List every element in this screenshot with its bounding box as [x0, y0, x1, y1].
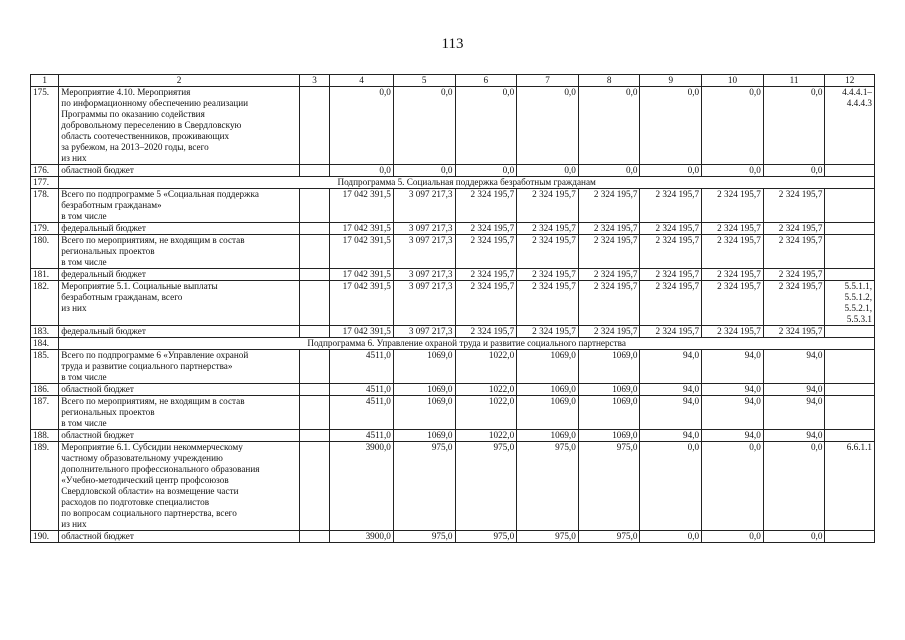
value-cell: 975,0 — [455, 442, 517, 531]
row-number: 189. — [31, 442, 59, 531]
target-code: 5.5.1.1, 5.5.1.2, 5.5.2.1, 5.5.3.1 — [825, 281, 875, 326]
value-cell: 0,0 — [517, 165, 579, 177]
value-cell: 0,0 — [330, 165, 394, 177]
value-cell: 0,0 — [517, 87, 579, 165]
value-cell: 17 042 391,5 — [330, 326, 394, 338]
row-number: 182. — [31, 281, 59, 326]
value-cell: 2 324 195,7 — [455, 223, 517, 235]
value-cell: 2 324 195,7 — [455, 326, 517, 338]
value-cell: 2 324 195,7 — [763, 235, 825, 269]
value-cell: 975,0 — [393, 442, 455, 531]
value-cell: 0,0 — [640, 531, 702, 543]
value-cell: 2 324 195,7 — [640, 269, 702, 281]
row-col3 — [299, 235, 329, 269]
column-header: 9 — [640, 75, 702, 87]
value-cell: 2 324 195,7 — [517, 326, 579, 338]
value-cell: 2 324 195,7 — [578, 223, 640, 235]
target-code — [825, 269, 875, 281]
value-cell: 1069,0 — [578, 350, 640, 384]
budget-table — [30, 74, 875, 543]
value-cell: 1022,0 — [455, 396, 517, 430]
row-number: 180. — [31, 235, 59, 269]
value-cell: 2 324 195,7 — [763, 223, 825, 235]
value-cell: 2 324 195,7 — [763, 189, 825, 223]
value-cell: 0,0 — [763, 442, 825, 531]
value-cell: 94,0 — [702, 384, 764, 396]
target-code — [825, 384, 875, 396]
row-col3 — [299, 384, 329, 396]
row-name: федеральный бюджет — [59, 326, 300, 338]
value-cell: 94,0 — [702, 430, 764, 442]
value-cell: 0,0 — [702, 442, 764, 531]
page-number: 113 — [441, 36, 464, 52]
row-col3 — [299, 189, 329, 223]
target-code — [825, 235, 875, 269]
column-header: 8 — [578, 75, 640, 87]
table-row — [31, 396, 875, 430]
row-name: областной бюджет — [59, 430, 300, 442]
column-header: 5 — [393, 75, 455, 87]
value-cell: 2 324 195,7 — [702, 235, 764, 269]
row-col3 — [299, 165, 329, 177]
value-cell: 1069,0 — [578, 396, 640, 430]
row-col3 — [299, 396, 329, 430]
value-cell: 94,0 — [640, 430, 702, 442]
value-cell: 0,0 — [763, 165, 825, 177]
value-cell: 1069,0 — [578, 430, 640, 442]
table-row — [31, 223, 875, 235]
table-row — [31, 165, 875, 177]
row-number: 184. — [31, 338, 59, 350]
value-cell: 0,0 — [640, 165, 702, 177]
row-name: Всего по подпрограмме 5 «Социальная поддержка безработным гражданам» в том числе — [59, 189, 300, 223]
table-row — [31, 430, 875, 442]
value-cell: 2 324 195,7 — [702, 223, 764, 235]
row-name: областной бюджет — [59, 531, 300, 543]
value-cell: 0,0 — [702, 531, 764, 543]
value-cell: 3 097 217,3 — [393, 223, 455, 235]
column-header: 7 — [517, 75, 579, 87]
value-cell: 975,0 — [578, 442, 640, 531]
value-cell: 0,0 — [455, 165, 517, 177]
table-row — [31, 189, 875, 223]
row-name: областной бюджет — [59, 165, 300, 177]
table-row — [31, 269, 875, 281]
value-cell: 94,0 — [640, 350, 702, 384]
value-cell: 94,0 — [763, 430, 825, 442]
value-cell: 0,0 — [578, 165, 640, 177]
row-name: федеральный бюджет — [59, 269, 300, 281]
column-header: 11 — [763, 75, 825, 87]
row-number: 179. — [31, 223, 59, 235]
value-cell: 4511,0 — [330, 430, 394, 442]
section-title: Подпрограмма 6. Управление охраной труда и развитие социального партнерства — [59, 338, 875, 350]
row-number: 186. — [31, 384, 59, 396]
value-cell: 0,0 — [763, 531, 825, 543]
value-cell: 0,0 — [393, 87, 455, 165]
value-cell: 0,0 — [330, 87, 394, 165]
value-cell: 3 097 217,3 — [393, 235, 455, 269]
value-cell: 0,0 — [640, 442, 702, 531]
value-cell: 0,0 — [763, 87, 825, 165]
value-cell: 17 042 391,5 — [330, 281, 394, 326]
value-cell: 17 042 391,5 — [330, 269, 394, 281]
row-name: федеральный бюджет — [59, 223, 300, 235]
row-name: Мероприятие 6.1. Субсидии некоммерческому частному образовательному учреждению дополнительного профессионального образования «Учебно-методический центр профсоюзов Свердловской области» на возмещение части расходов по подготовке специалистов по вопросам социального партнерства, всего из них — [59, 442, 300, 531]
row-col3 — [299, 269, 329, 281]
value-cell: 0,0 — [702, 87, 764, 165]
value-cell: 0,0 — [578, 87, 640, 165]
value-cell: 3 097 217,3 — [393, 281, 455, 326]
value-cell: 2 324 195,7 — [455, 269, 517, 281]
value-cell: 975,0 — [578, 531, 640, 543]
value-cell: 94,0 — [640, 384, 702, 396]
section-title: Подпрограмма 5. Социальная поддержка безработным гражданам — [59, 177, 875, 189]
target-code — [825, 430, 875, 442]
table-row — [31, 384, 875, 396]
value-cell: 3 097 217,3 — [393, 189, 455, 223]
target-code — [825, 396, 875, 430]
value-cell: 2 324 195,7 — [455, 281, 517, 326]
value-cell: 2 324 195,7 — [578, 235, 640, 269]
value-cell: 3 097 217,3 — [393, 326, 455, 338]
value-cell: 1069,0 — [517, 396, 579, 430]
row-number: 185. — [31, 350, 59, 384]
value-cell: 3900,0 — [330, 442, 394, 531]
row-name: Всего по мероприятиям, не входящим в состав региональных проектов в том числе — [59, 235, 300, 269]
row-number: 188. — [31, 430, 59, 442]
value-cell: 0,0 — [455, 87, 517, 165]
value-cell: 2 324 195,7 — [640, 223, 702, 235]
target-code — [825, 189, 875, 223]
value-cell: 1069,0 — [393, 350, 455, 384]
value-cell: 4511,0 — [330, 384, 394, 396]
row-name: Мероприятие 4.10. Мероприятия по информационному обеспечению реализации Программы по оказанию содействия добровольному переселению в Свердловскую область соотечественников, проживающих за рубежом, на 2013–2020 годы, всего из них — [59, 87, 300, 165]
value-cell: 2 324 195,7 — [578, 281, 640, 326]
target-code — [825, 326, 875, 338]
value-cell: 2 324 195,7 — [640, 189, 702, 223]
column-header: 10 — [702, 75, 764, 87]
value-cell: 975,0 — [517, 531, 579, 543]
value-cell: 94,0 — [702, 396, 764, 430]
row-name: Всего по подпрограмме 6 «Управление охраной труда и развитие социального партнерства» в том числе — [59, 350, 300, 384]
value-cell: 2 324 195,7 — [578, 269, 640, 281]
value-cell: 2 324 195,7 — [517, 223, 579, 235]
table-row — [31, 281, 875, 326]
value-cell: 3900,0 — [330, 531, 394, 543]
column-header: 2 — [59, 75, 300, 87]
section-row — [31, 177, 875, 189]
table-row — [31, 442, 875, 531]
value-cell: 3 097 217,3 — [393, 269, 455, 281]
value-cell: 94,0 — [763, 384, 825, 396]
row-col3 — [299, 430, 329, 442]
value-cell: 2 324 195,7 — [578, 189, 640, 223]
value-cell: 2 324 195,7 — [702, 281, 764, 326]
row-col3 — [299, 281, 329, 326]
value-cell: 0,0 — [640, 87, 702, 165]
value-cell: 94,0 — [702, 350, 764, 384]
row-col3 — [299, 350, 329, 384]
row-col3 — [299, 531, 329, 543]
value-cell: 2 324 195,7 — [578, 326, 640, 338]
row-number: 176. — [31, 165, 59, 177]
target-code — [825, 223, 875, 235]
row-number: 183. — [31, 326, 59, 338]
row-name: Мероприятие 5.1. Социальные выплаты безработным гражданам, всего из них — [59, 281, 300, 326]
table-header-row — [31, 75, 875, 87]
value-cell: 2 324 195,7 — [702, 326, 764, 338]
table-row — [31, 87, 875, 165]
value-cell: 1069,0 — [393, 384, 455, 396]
value-cell: 2 324 195,7 — [455, 235, 517, 269]
column-header: 3 — [299, 75, 329, 87]
section-row — [31, 338, 875, 350]
value-cell: 2 324 195,7 — [640, 326, 702, 338]
value-cell: 975,0 — [393, 531, 455, 543]
value-cell: 975,0 — [517, 442, 579, 531]
row-col3 — [299, 326, 329, 338]
row-number: 177. — [31, 177, 59, 189]
value-cell: 2 324 195,7 — [640, 281, 702, 326]
value-cell: 2 324 195,7 — [517, 269, 579, 281]
value-cell: 94,0 — [763, 350, 825, 384]
row-col3 — [299, 87, 329, 165]
row-name: областной бюджет — [59, 384, 300, 396]
target-code — [825, 350, 875, 384]
value-cell: 2 324 195,7 — [517, 235, 579, 269]
column-header: 6 — [455, 75, 517, 87]
value-cell: 94,0 — [763, 396, 825, 430]
row-number: 181. — [31, 269, 59, 281]
value-cell: 1022,0 — [455, 430, 517, 442]
value-cell: 4511,0 — [330, 396, 394, 430]
value-cell: 2 324 195,7 — [517, 281, 579, 326]
value-cell: 2 324 195,7 — [455, 189, 517, 223]
value-cell: 0,0 — [702, 165, 764, 177]
value-cell: 2 324 195,7 — [517, 189, 579, 223]
value-cell: 1022,0 — [455, 384, 517, 396]
value-cell: 2 324 195,7 — [640, 235, 702, 269]
value-cell: 17 042 391,5 — [330, 223, 394, 235]
row-number: 175. — [31, 87, 59, 165]
value-cell: 1069,0 — [517, 350, 579, 384]
table-row — [31, 235, 875, 269]
value-cell: 2 324 195,7 — [702, 269, 764, 281]
row-number: 190. — [31, 531, 59, 543]
row-number: 187. — [31, 396, 59, 430]
value-cell: 4511,0 — [330, 350, 394, 384]
value-cell: 94,0 — [640, 396, 702, 430]
target-code: 4.4.4.1– 4.4.4.3 — [825, 87, 875, 165]
value-cell: 2 324 195,7 — [702, 189, 764, 223]
target-code — [825, 165, 875, 177]
target-code — [825, 531, 875, 543]
column-header: 4 — [330, 75, 394, 87]
value-cell: 2 324 195,7 — [763, 269, 825, 281]
table-row — [31, 531, 875, 543]
value-cell: 975,0 — [455, 531, 517, 543]
table-row — [31, 326, 875, 338]
column-header: 1 — [31, 75, 59, 87]
value-cell: 1022,0 — [455, 350, 517, 384]
value-cell: 17 042 391,5 — [330, 189, 394, 223]
value-cell: 17 042 391,5 — [330, 235, 394, 269]
column-header: 12 — [825, 75, 875, 87]
row-number: 178. — [31, 189, 59, 223]
value-cell: 2 324 195,7 — [763, 281, 825, 326]
value-cell: 1069,0 — [517, 384, 579, 396]
value-cell: 1069,0 — [578, 384, 640, 396]
row-col3 — [299, 442, 329, 531]
value-cell: 2 324 195,7 — [763, 326, 825, 338]
value-cell: 0,0 — [393, 165, 455, 177]
table-row — [31, 350, 875, 384]
value-cell: 1069,0 — [393, 430, 455, 442]
target-code: 6.6.1.1 — [825, 442, 875, 531]
value-cell: 1069,0 — [517, 430, 579, 442]
value-cell: 1069,0 — [393, 396, 455, 430]
row-col3 — [299, 223, 329, 235]
row-name: Всего по мероприятиям, не входящим в состав региональных проектов в том числе — [59, 396, 300, 430]
